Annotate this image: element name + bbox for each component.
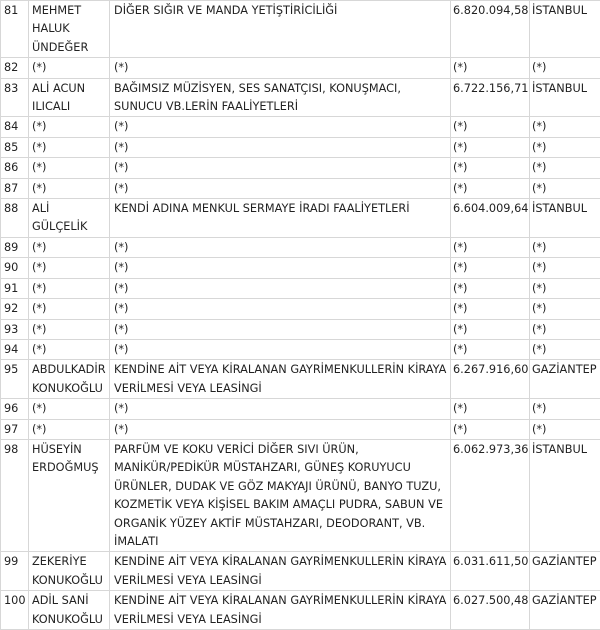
name-cell: ZEKERİYE KONUKOĞLU bbox=[29, 552, 110, 591]
name-cell: ALİ ACUN ILICALI bbox=[29, 78, 110, 117]
name-cell: (*) bbox=[29, 237, 110, 257]
amount-cell: (*) bbox=[451, 237, 530, 257]
name-cell: MEHMET HALUK ÜNDEĞER bbox=[29, 1, 110, 58]
table-row bbox=[1, 299, 600, 319]
city-cell: (*) bbox=[530, 178, 600, 198]
city-cell: (*) bbox=[530, 237, 600, 257]
city-cell: (*) bbox=[530, 319, 600, 339]
row-number-cell: 100 bbox=[1, 591, 29, 630]
activity-cell: (*) bbox=[110, 299, 451, 319]
city-cell: (*) bbox=[530, 299, 600, 319]
row-number-cell: 85 bbox=[1, 137, 29, 157]
activity-cell: (*) bbox=[110, 178, 451, 198]
table-row bbox=[1, 339, 600, 359]
name-cell: (*) bbox=[29, 158, 110, 178]
name-cell: (*) bbox=[29, 278, 110, 298]
table-row bbox=[1, 158, 600, 178]
row-number-cell: 95 bbox=[1, 360, 29, 399]
city-cell: GAZİANTEP bbox=[530, 591, 600, 630]
table-row bbox=[1, 278, 600, 298]
amount-cell: 6.722.156,71 bbox=[451, 78, 530, 117]
city-cell: GAZİANTEP bbox=[530, 552, 600, 591]
city-cell: (*) bbox=[530, 258, 600, 278]
row-number-cell: 83 bbox=[1, 78, 29, 117]
amount-cell: (*) bbox=[451, 419, 530, 439]
city-cell: (*) bbox=[530, 339, 600, 359]
amount-cell: (*) bbox=[451, 158, 530, 178]
city-cell: İSTANBUL bbox=[530, 439, 600, 551]
row-number-cell: 93 bbox=[1, 319, 29, 339]
activity-cell: (*) bbox=[110, 137, 451, 157]
activity-cell: (*) bbox=[110, 399, 451, 419]
row-number-cell: 86 bbox=[1, 158, 29, 178]
name-cell: (*) bbox=[29, 58, 110, 78]
name-cell: (*) bbox=[29, 137, 110, 157]
table-row bbox=[1, 399, 600, 419]
row-number-cell: 81 bbox=[1, 1, 29, 58]
city-cell: (*) bbox=[530, 419, 600, 439]
row-number-cell: 97 bbox=[1, 419, 29, 439]
activity-cell: (*) bbox=[110, 58, 451, 78]
amount-cell: (*) bbox=[451, 137, 530, 157]
row-number-cell: 89 bbox=[1, 237, 29, 257]
row-number-cell: 90 bbox=[1, 258, 29, 278]
table-row bbox=[1, 58, 600, 78]
table-row bbox=[1, 319, 600, 339]
table-row bbox=[1, 178, 600, 198]
name-cell: (*) bbox=[29, 399, 110, 419]
name-cell: ADİL SANİ KONUKOĞLU bbox=[29, 591, 110, 630]
city-cell: İSTANBUL bbox=[530, 1, 600, 58]
name-cell: ABDULKADİR KONUKOĞLU bbox=[29, 360, 110, 399]
activity-cell: KENDİNE AİT VEYA KİRALANAN GAYRİMENKULLERİN KİRAYA VERİLMESİ VEYA LEASİNGİ bbox=[110, 552, 451, 591]
city-cell: (*) bbox=[530, 278, 600, 298]
table-row bbox=[1, 1, 600, 58]
amount-cell: (*) bbox=[451, 319, 530, 339]
amount-cell: (*) bbox=[451, 117, 530, 137]
activity-cell: (*) bbox=[110, 117, 451, 137]
row-number-cell: 96 bbox=[1, 399, 29, 419]
amount-cell: (*) bbox=[451, 178, 530, 198]
amount-cell: (*) bbox=[451, 299, 530, 319]
amount-cell: (*) bbox=[451, 399, 530, 419]
amount-cell: (*) bbox=[451, 278, 530, 298]
activity-cell: KENDİNE AİT VEYA KİRALANAN GAYRİMENKULLERİN KİRAYA VERİLMESİ VEYA LEASİNGİ bbox=[110, 591, 451, 630]
row-number-cell: 91 bbox=[1, 278, 29, 298]
row-number-cell: 87 bbox=[1, 178, 29, 198]
row-number-cell: 98 bbox=[1, 439, 29, 551]
city-cell: (*) bbox=[530, 137, 600, 157]
amount-cell: (*) bbox=[451, 58, 530, 78]
activity-cell: (*) bbox=[110, 258, 451, 278]
amount-cell: 6.031.611,50 bbox=[451, 552, 530, 591]
table-row bbox=[1, 117, 600, 137]
activity-cell: (*) bbox=[110, 158, 451, 178]
name-cell: (*) bbox=[29, 178, 110, 198]
activity-cell: BAĞIMSIZ MÜZİSYEN, SES SANATÇISI, KONUŞMACI, SUNUCU VB.LERİN FAALİYETLERİ bbox=[110, 78, 451, 117]
amount-cell: (*) bbox=[451, 339, 530, 359]
city-cell: (*) bbox=[530, 399, 600, 419]
activity-cell: PARFÜM VE KOKU VERİCİ DİĞER SIVI ÜRÜN, MANİKÜR/PEDİKÜR MÜSTAHZARI, GÜNEŞ KORUYUCU ÜRÜNLER, DUDAK VE GÖZ MAKYAJI ÜRÜNÜ, BANYO TUZU, KOZMETİK VEYA KİŞİSEL BAKIM AMAÇLI PUDRA, SABUN VE ORGANİK YÜZEY AKTİF MÜSTAHZARI, DEODORANT, VB. İMALATI bbox=[110, 439, 451, 551]
name-cell: (*) bbox=[29, 419, 110, 439]
name-cell: (*) bbox=[29, 339, 110, 359]
activity-cell: (*) bbox=[110, 339, 451, 359]
name-cell: (*) bbox=[29, 319, 110, 339]
city-cell: İSTANBUL bbox=[530, 199, 600, 238]
table-row bbox=[1, 439, 600, 551]
table-body bbox=[1, 1, 600, 630]
table-row bbox=[1, 258, 600, 278]
name-cell: (*) bbox=[29, 258, 110, 278]
table-row bbox=[1, 591, 600, 630]
amount-cell: 6.062.973,36 bbox=[451, 439, 530, 551]
table-row bbox=[1, 237, 600, 257]
table-row bbox=[1, 199, 600, 238]
row-number-cell: 82 bbox=[1, 58, 29, 78]
activity-cell: (*) bbox=[110, 419, 451, 439]
amount-cell: 6.027.500,48 bbox=[451, 591, 530, 630]
activity-cell: (*) bbox=[110, 278, 451, 298]
table-row bbox=[1, 419, 600, 439]
name-cell: (*) bbox=[29, 117, 110, 137]
amount-cell: 6.604.009,64 bbox=[451, 199, 530, 238]
table-row bbox=[1, 360, 600, 399]
city-cell: (*) bbox=[530, 58, 600, 78]
city-cell: GAZİANTEP bbox=[530, 360, 600, 399]
name-cell: (*) bbox=[29, 299, 110, 319]
city-cell: (*) bbox=[530, 117, 600, 137]
row-number-cell: 99 bbox=[1, 552, 29, 591]
amount-cell: 6.820.094,58 bbox=[451, 1, 530, 58]
activity-cell: KENDİ ADINA MENKUL SERMAYE İRADI FAALİYETLERİ bbox=[110, 199, 451, 238]
city-cell: (*) bbox=[530, 158, 600, 178]
row-number-cell: 88 bbox=[1, 199, 29, 238]
amount-cell: 6.267.916,60 bbox=[451, 360, 530, 399]
name-cell: ALİ GÜLÇELİK bbox=[29, 199, 110, 238]
name-cell: HÜSEYİN ERDOĞMUŞ bbox=[29, 439, 110, 551]
table-row bbox=[1, 78, 600, 117]
row-number-cell: 92 bbox=[1, 299, 29, 319]
row-number-cell: 94 bbox=[1, 339, 29, 359]
row-number-cell: 84 bbox=[1, 117, 29, 137]
table-row bbox=[1, 552, 600, 591]
activity-cell: (*) bbox=[110, 237, 451, 257]
activity-cell: (*) bbox=[110, 319, 451, 339]
activity-cell: KENDİNE AİT VEYA KİRALANAN GAYRİMENKULLERİN KİRAYA VERİLMESİ VEYA LEASİNGİ bbox=[110, 360, 451, 399]
amount-cell: (*) bbox=[451, 258, 530, 278]
table-row bbox=[1, 137, 600, 157]
city-cell: İSTANBUL bbox=[530, 78, 600, 117]
activity-cell: DİĞER SIĞIR VE MANDA YETİŞTİRİCİLİĞİ bbox=[110, 1, 451, 58]
